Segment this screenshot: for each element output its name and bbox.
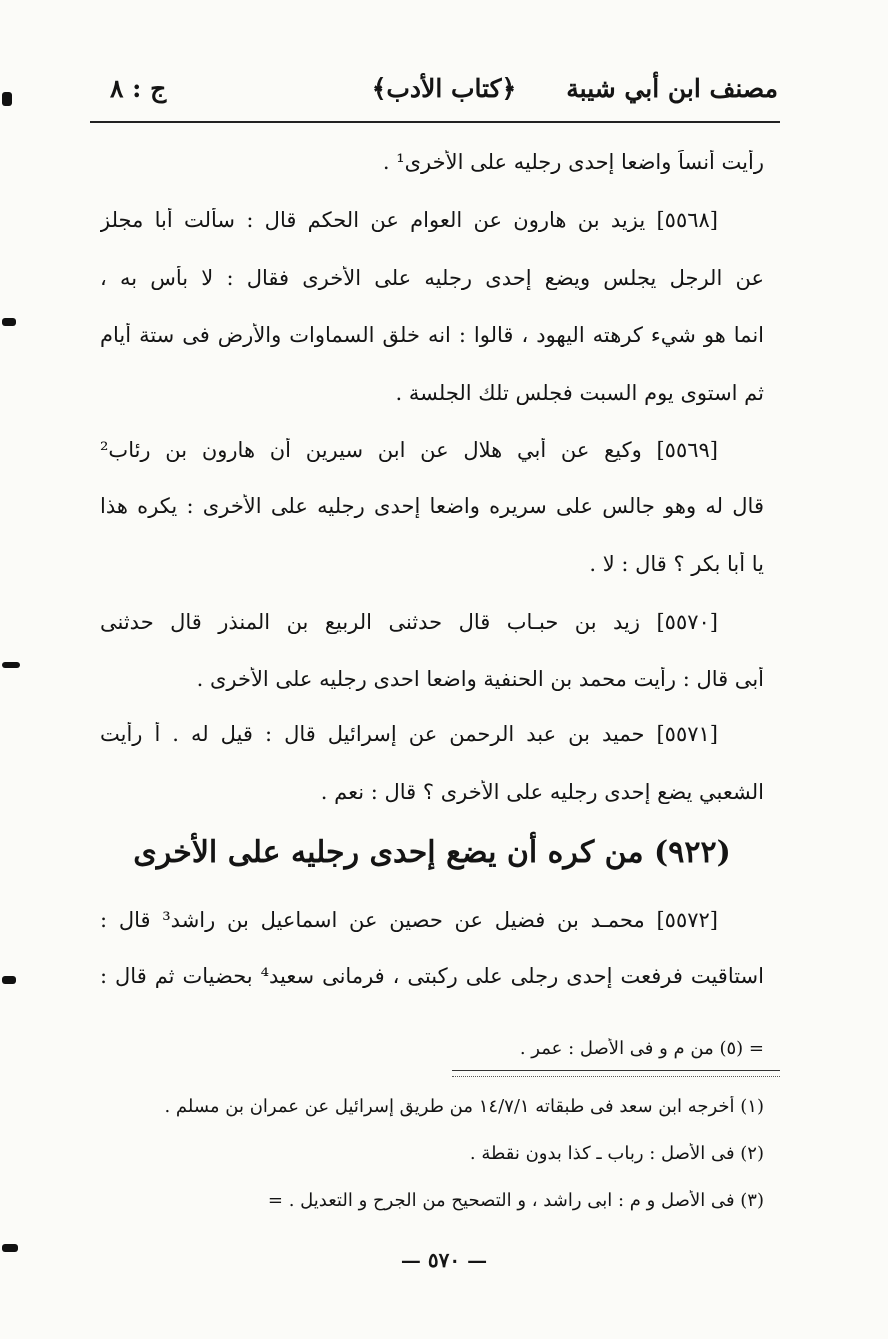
chapter-title: ﴿كتاب الأدب﴾	[371, 74, 517, 103]
footnote-2: (٢) فى الأصل : رباب ـ كذا بدون نقطة .	[469, 1143, 764, 1164]
text-line: انما هو شيء كرهته اليهود ، قالوا : انه خلق السماوات والأرض فى ستة أيام	[100, 323, 764, 347]
scan-binding-mark	[2, 92, 12, 106]
footnote-1: (١) أخرجه ابن سعد فى طبقاته ١٤/٧/١ من طريق إسرائيل عن عمران بن مسلم .	[164, 1096, 764, 1117]
text-line: قال له وهو جالس على سريره واضعا إحدى رجليه على الأخرى : يكره هذا	[100, 494, 764, 518]
scan-binding-mark	[2, 318, 16, 326]
hadith-5572-line: [٥٥٧٢] محمـد بن فضيل عن حصين عن اسماعيل بن راشد³ قال :	[100, 908, 718, 932]
text-line: رأيت أنساً واضعا إحدى رجليه على الأخرى¹ .	[382, 150, 764, 174]
scan-binding-mark	[2, 1244, 18, 1252]
text-line: الشعبي يضع إحدى رجليه على الأخرى ؟ قال : نعم .	[320, 780, 764, 804]
header-rule	[90, 121, 780, 123]
footnote-continued: = (٥) من م و فى الأصل : عمر .	[519, 1038, 764, 1059]
hadith-5569-line: [٥٥٦٩] وكيع عن أبي هلال عن ابن سيرين أن هارون بن رئاب²	[100, 438, 718, 462]
running-header	[110, 74, 778, 114]
footnote-3: (٣) فى الأصل و م : ابى راشد ، و التصحيح من الجرح و التعديل . =	[267, 1190, 764, 1211]
text-line: أبى قال : رأيت محمد بن الحنفية واضعا احدى رجليه على الأخرى .	[196, 667, 764, 691]
hadith-5568-line: [٥٥٦٨] يزيد بن هارون عن العوام عن الحكم قال : سألت أبا مجلز	[100, 208, 718, 232]
page-number: — ٥٧٠ —	[400, 1248, 488, 1272]
text-line: عن الرجل يجلس ويضع إحدى رجليه على الأخرى فقال : لا بأس به ،	[100, 266, 764, 290]
scan-binding-mark	[2, 976, 16, 984]
footnote-divider	[452, 1076, 780, 1077]
text-line: استاقيت فرفعت إحدى رجلى على ركبتى ، فرمانى سعيد⁴ بحضيات ثم قال :	[100, 964, 764, 988]
hadith-5571-line: [٥٥٧١] حميد بن عبد الرحمن عن إسرائيل قال : قيل له . أ رأيت	[100, 722, 718, 746]
section-heading: (٩٢٢) من كره أن يضع إحدى رجليه على الأخرى	[133, 835, 731, 870]
book-title: مصنف ابن أبي شيبة	[566, 74, 778, 103]
text-line: ثم استوى يوم السبت فجلس تلك الجلسة .	[395, 381, 764, 405]
hadith-5570-line: [٥٥٧٠] زيد بن حبـاب قال حدثنى الربيع بن المنذر قال حدثنى	[100, 610, 718, 634]
footnote-separator	[452, 1070, 780, 1071]
volume-number: ج : ٨	[110, 74, 167, 103]
text-line: يا أبا بكر ؟ قال : لا .	[589, 552, 764, 576]
scan-binding-mark	[2, 662, 20, 668]
